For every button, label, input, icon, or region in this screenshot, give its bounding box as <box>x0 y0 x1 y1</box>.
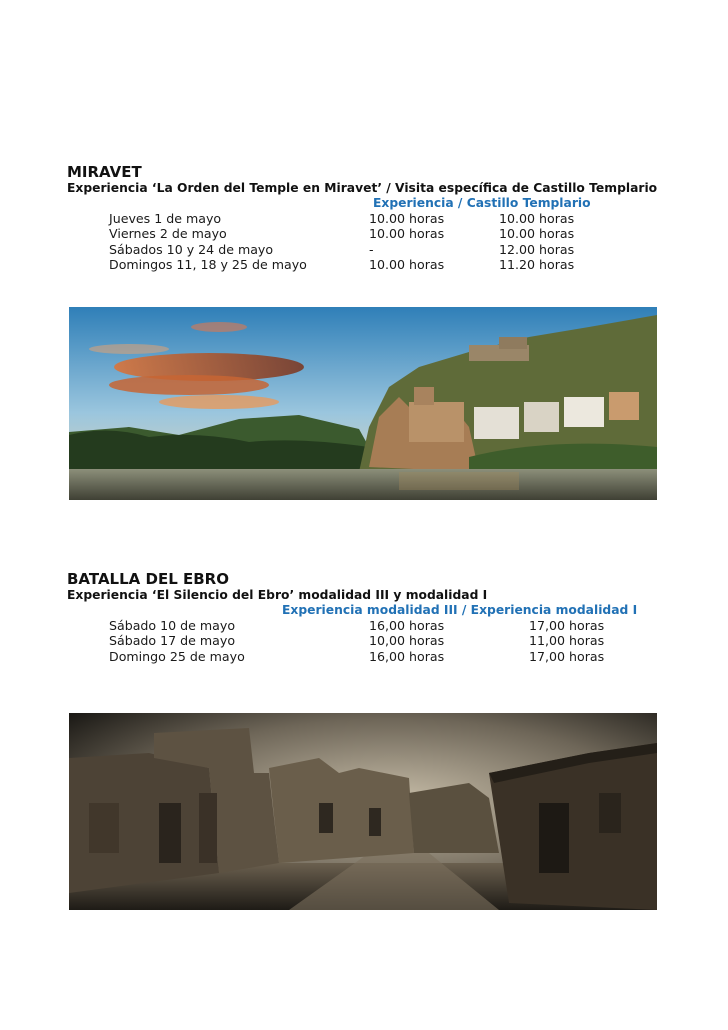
row-date: Domingo 25 de mayo <box>109 648 245 664</box>
row-time-a: 10.00 horas <box>369 256 445 272</box>
row-time-a: 10,00 horas <box>369 633 445 649</box>
ebro-column-header <box>67 603 662 618</box>
ebro-ruins-photo <box>69 713 657 910</box>
table-row <box>67 257 662 272</box>
row-date: Sábado 17 de mayo <box>109 633 236 649</box>
miravet-subtitle: Experiencia ‘La Orden del Temple en Miravet’ / Visita específica de Castillo Templario <box>67 181 658 195</box>
row-time-a: - <box>369 241 374 257</box>
ebro-section <box>67 571 662 664</box>
miravet-title: MIRAVET <box>67 163 142 181</box>
miravet-landscape-illustration <box>69 307 657 500</box>
row-time-b: 17,00 horas <box>529 648 605 664</box>
row-time-a: 10.00 horas <box>369 211 445 226</box>
row-time-b: 10.00 horas <box>499 226 575 242</box>
miravet-section <box>67 164 662 272</box>
row-date: Sábado 10 de mayo <box>109 618 236 633</box>
ebro-title: BATALLA DEL EBRO <box>67 570 229 588</box>
row-time-b: 17,00 horas <box>529 618 605 633</box>
row-date: Viernes 2 de mayo <box>109 226 227 242</box>
table-row <box>67 618 662 633</box>
ebro-ruins-illustration <box>69 713 657 910</box>
table-row <box>67 226 662 241</box>
row-date: Sábados 10 y 24 de mayo <box>109 241 274 257</box>
row-date: Jueves 1 de mayo <box>109 211 222 226</box>
miravet-column-header <box>67 196 662 211</box>
row-date: Domingos 11, 18 y 25 de mayo <box>109 256 307 272</box>
table-row <box>67 649 662 664</box>
table-row <box>67 211 662 226</box>
row-time-b: 12.00 horas <box>499 241 575 257</box>
row-time-a: 16,00 horas <box>369 618 445 633</box>
row-time-a: 16,00 horas <box>369 648 445 664</box>
miravet-column-header-text: Experiencia / Castillo Templario <box>373 196 591 210</box>
row-time-b: 10.00 horas <box>499 211 575 226</box>
row-time-a: 10.00 horas <box>369 226 445 242</box>
ebro-column-header-text: Experiencia modalidad III / Experiencia modalidad I <box>282 603 638 617</box>
row-time-b: 11,00 horas <box>529 633 605 649</box>
table-row <box>67 242 662 257</box>
ebro-subtitle: Experiencia ‘El Silencio del Ebro’ modalidad III y modalidad I <box>67 588 488 602</box>
row-time-b: 11.20 horas <box>499 256 575 272</box>
table-row <box>67 633 662 648</box>
miravet-landscape-photo <box>69 307 657 500</box>
